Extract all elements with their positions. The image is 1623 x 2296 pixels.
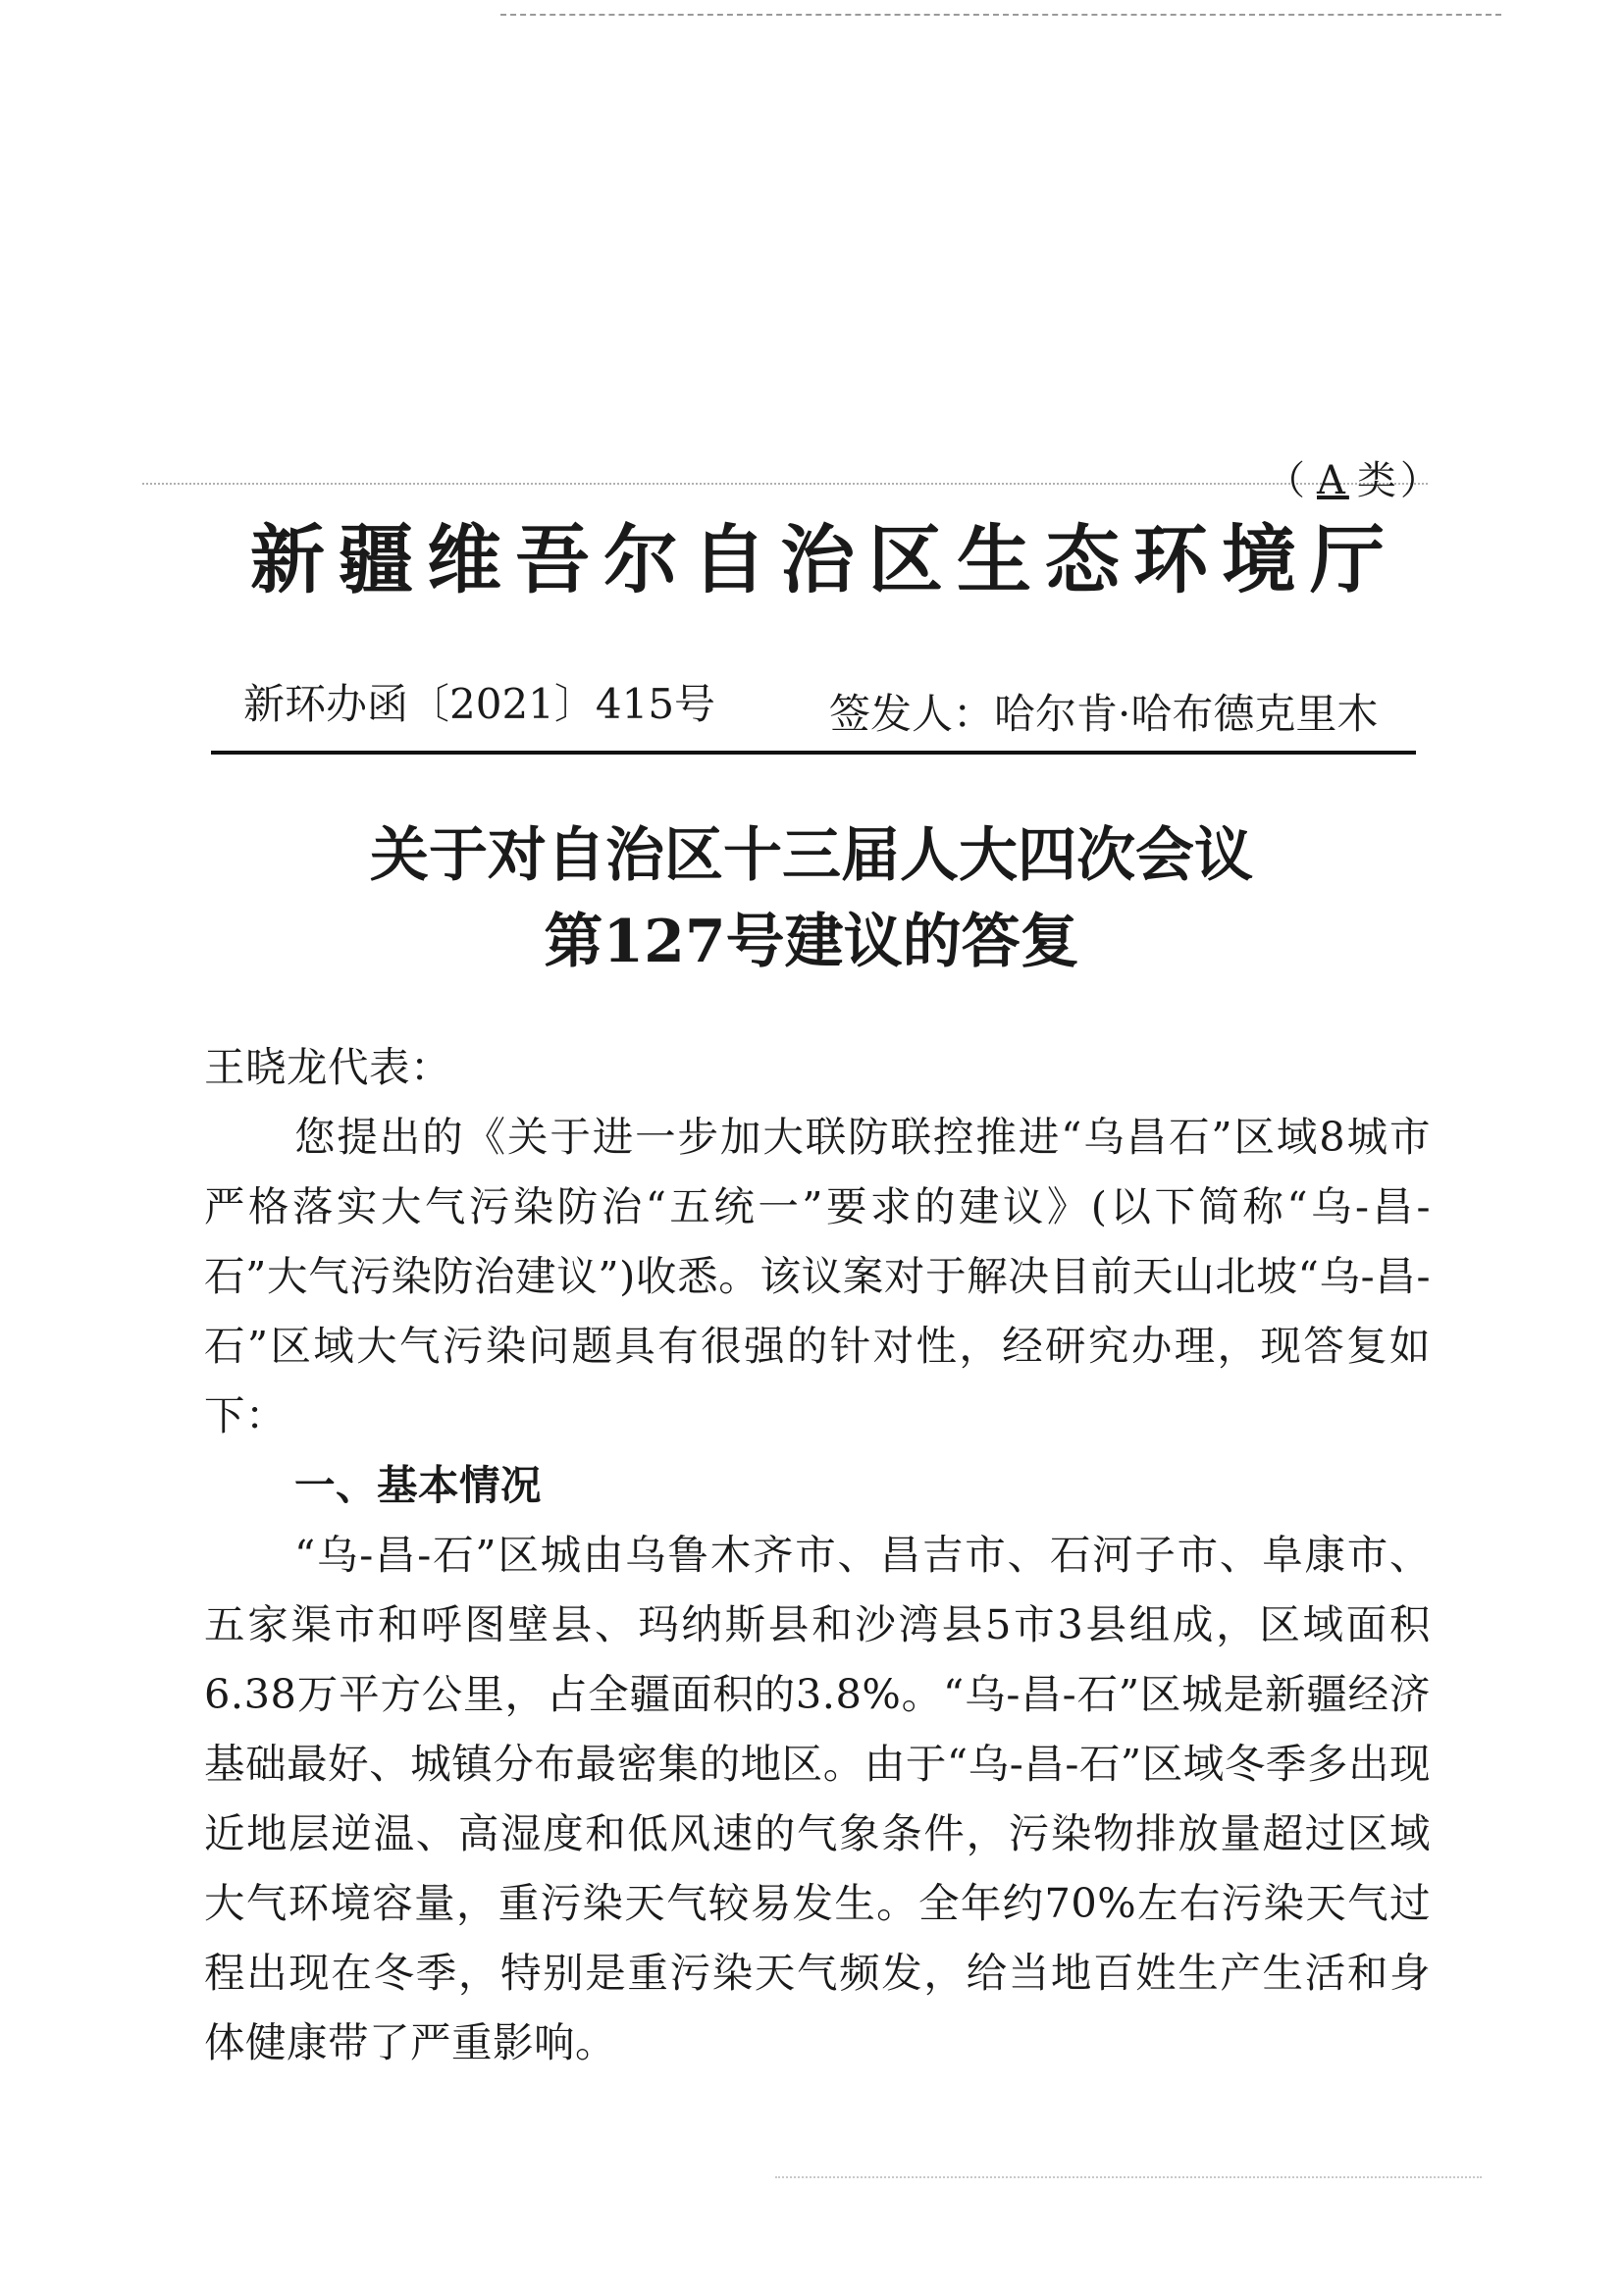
issuing-organization: 新疆维吾尔自治区生态环境厅 (250, 516, 1398, 603)
classification-value: A (1317, 458, 1349, 503)
salutation: 王晓龙代表： (204, 1043, 452, 1091)
scan-top-edge (500, 14, 1501, 16)
title-line-1: 关于对自治区十三届人大四次会议 (370, 821, 1253, 890)
header-divider (211, 751, 1416, 755)
document-number: 新环办函〔2021〕415号 (243, 680, 716, 728)
section-heading-basic-situation: 一、基本情况 (294, 1461, 543, 1509)
scan-bottom-dots (775, 2176, 1482, 2178)
paragraph-intro: 您提出的《关于进一步加大联防联控推进“乌昌石”区域8城市严格落实大气污染防治“五统一”要求的建议》(以下简称“乌-昌-石”大气污染防治建议”)收悉。该议案对于解决目前天山北坡“乌-昌-石”区域大气污染问题具有很强的针对性，经研究办理，现答复如下： (204, 1113, 1431, 1439)
signer: 签发人：哈尔肯·哈布德克里木 (829, 690, 1379, 738)
document-classification: （ A 类） (1266, 458, 1443, 503)
title-line-2: 第127号建议的答复 (544, 908, 1079, 976)
document-title (0, 812, 1623, 985)
document-body (204, 1032, 1431, 2077)
scan-dotted-line (142, 483, 1428, 485)
paragraph-basic-situation: “乌-昌-石”区城由乌鲁木齐市、昌吉市、石河子市、阜康市、五家渠市和呼图壁县、玛纳斯县和沙湾县5市3县组成，区域面积6.38万平方公里，占全疆面积的3.8%。“乌-昌-石”区城是新疆经济基础最好、城镇分布最密集的地区。由于“乌-昌-石”区域冬季多出现近地层逆温、高湿度和低风速的气象条件，污染物排放量超过区域大气环境容量，重污染天气较易发生。全年约70%左右污染天气过程出现在冬季，特别是重污染天气频发，给当地百姓生产生活和身体健康带了严重影响。 (204, 1531, 1431, 2066)
